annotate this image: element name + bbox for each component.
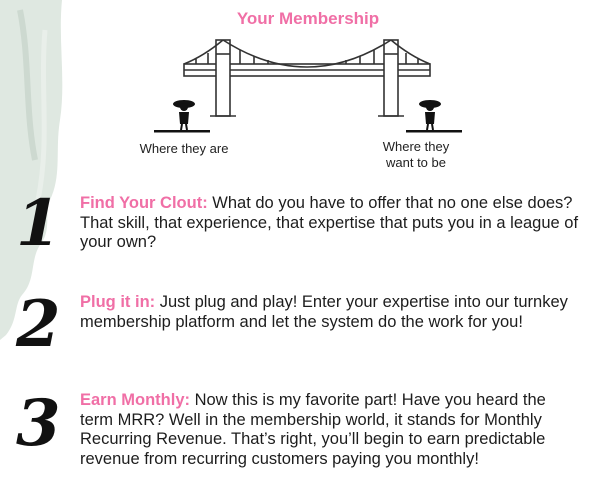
step-number-1: 1 [16, 186, 61, 261]
step-1-body: What do you have to offer that no one else does? That skill, that experience, that expertise that puts you in a league of your own? [80, 194, 579, 251]
step-number-3: 3 [16, 386, 61, 461]
page-title: Your Membership [236, 9, 380, 28]
caption-where-they-want-to-be: Where they want to be [382, 139, 450, 170]
step-2-lead: Plug it in: [80, 293, 156, 311]
person-figure-icon [404, 96, 464, 136]
step-1-text [80, 194, 580, 253]
step-2-body: Just plug and play! Enter your expertise into our turnkey membership platform and let the system do the work for you! [80, 293, 568, 331]
caption-where-they-are: Where they are [139, 141, 229, 156]
step-number-2: 2 [16, 287, 61, 362]
step-2-text [80, 293, 580, 332]
bridge-icon [180, 34, 434, 124]
step-3-text [80, 391, 580, 469]
step-3-body: Now this is my favorite part! Have you heard the term MRR? Well in the membership world, it stands for Monthly Recurring Revenue. That’s right, you’ll begin to earn predictable revenue from recurring customers paying you monthly! [80, 391, 546, 468]
person-figure-icon [152, 96, 212, 136]
step-3-lead: Earn Monthly: [80, 391, 190, 409]
step-1-lead: Find Your Clout: [80, 194, 208, 212]
